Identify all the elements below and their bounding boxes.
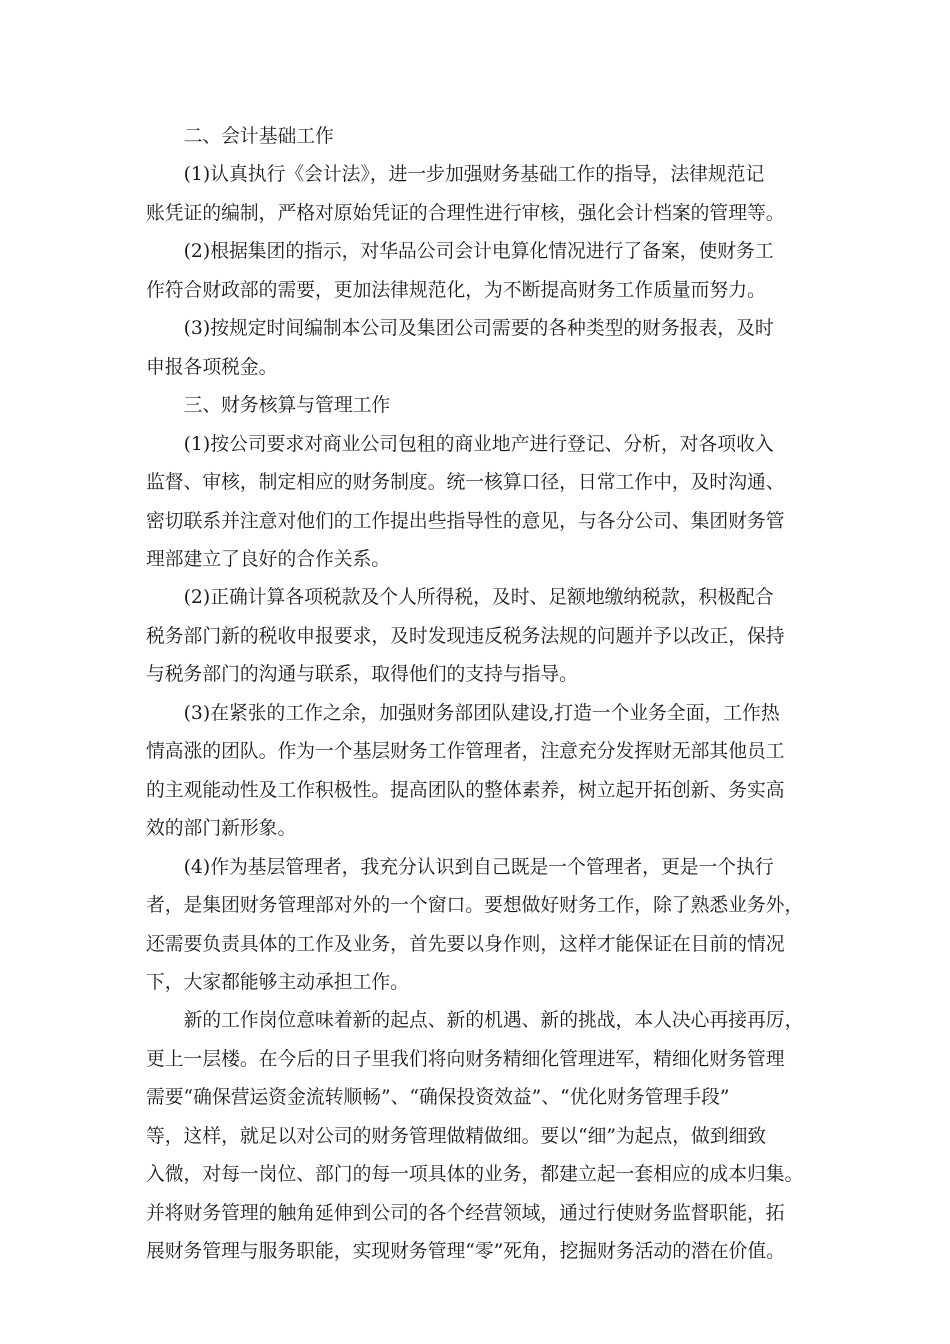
paragraph-line: 监督、审核，制定相应的财务制度。统一核算口径，日常工作中，及时沟通、 <box>146 472 785 494</box>
paragraph-line: (2)正确计算各项税款及个人所得税，及时、足额地缴纳税款，积极配合 <box>183 587 774 609</box>
paragraph-line: 与税务部门的沟通与联系，取得他们的支持与指导。 <box>146 664 578 686</box>
paragraph-6 <box>146 695 810 849</box>
paragraph-line: 密切联系并注意对他们的工作提出些指导性的意见，与各分公司、集团财务管 <box>146 510 785 532</box>
section-heading-accounting-basics: 二、会计基础工作 <box>183 126 334 147</box>
paragraph-line: 并将财务管理的触角延伸到公司的各个经营领域，通过行使财务监督职能，拓 <box>146 1202 785 1224</box>
paragraph-line: 需要“确保营运资金流转顺畅”、“确保投资效益”、“优化财务管理手段” <box>146 1087 730 1109</box>
paragraph-1 <box>146 156 810 233</box>
paragraph-8 <box>146 1002 810 1271</box>
paragraph-5 <box>146 579 810 694</box>
paragraph-line: (1)按公司要求对商业公司包租的商业地产进行登记、分析，对各项收入 <box>183 433 774 455</box>
paragraph-line: 账凭证的编制，严格对原始凭证的合理性进行审核，强化会计档案的管理等。 <box>146 202 785 224</box>
paragraph-line: 还需要负责具体的工作及业务，首先要以身作则，这样才能保证在目前的情况 <box>146 933 785 955</box>
paragraph-line: 的主观能动性及工作积极性。提高团队的整体素养，树立起开拓创新、务实高 <box>146 779 785 801</box>
paragraph-line: (1)认真执行《会计法》，进一步加强财务基础工作的指导，法律规范记 <box>183 164 765 186</box>
paragraph-2 <box>146 233 810 310</box>
paragraph-line: 者，是集团财务管理部对外的一个窗口。要想做好财务工作，除了熟悉业务外， <box>146 895 804 917</box>
paragraph-7 <box>146 849 810 1003</box>
paragraph-line: 税务部门新的税收申报要求，及时发现违反税务法规的问题并予以改正，保持 <box>146 625 785 647</box>
paragraph-line: 申报各项税金。 <box>146 356 278 378</box>
paragraph-line: (2)根据集团的指示，对华品公司会计电算化情况进行了备案，使财务工 <box>183 241 774 263</box>
paragraph-line: 新的工作岗位意味着新的起点、新的机遇、新的挑战，本人决心再接再厉， <box>183 1010 804 1032</box>
paragraph-4 <box>146 426 810 580</box>
paragraph-line: 展财务管理与服务职能，实现财务管理“零”死角，挖掘财务活动的潜在价值。 <box>146 1241 785 1263</box>
paragraph-line: 情高涨的团队。作为一个基层财务工作管理者，注意充分发挥财无部其他员工 <box>146 741 785 763</box>
paragraph-line: (3)按规定时间编制本公司及集团公司需要的各种类型的财务报表，及时 <box>183 318 774 340</box>
paragraph-line: 入微，对每一岗位、部门的每一项具体的业务，都建立起一套相应的成本归集。 <box>146 1164 804 1186</box>
paragraph-line: 下，大家都能够主动承担工作。 <box>146 971 409 993</box>
paragraph-3 <box>146 310 810 387</box>
paragraph-line: 作符合财政部的需要，更加法律规范化，为不断提高财务工作质量而努力。 <box>146 279 766 301</box>
paragraph-line: 等，这样，就足以对公司的财务管理做精做细。要以“细”为起点，做到细致 <box>146 1125 767 1147</box>
paragraph-line: (3)在紧张的工作之余，加强财务部团队建设,打造一个业务全面，工作热 <box>183 702 780 724</box>
paragraph-line: 效的部门新形象。 <box>146 818 297 840</box>
section-heading-financial-accounting: 三、财务核算与管理工作 <box>183 395 391 417</box>
paragraph-line: (4)作为基层管理者，我充分认识到自己既是一个管理者，更是一个执行 <box>183 856 774 878</box>
document-body <box>146 118 810 1272</box>
paragraph-line: 理部建立了良好的合作关系。 <box>146 548 391 570</box>
paragraph-line: 更上一层楼。在今后的日子里我们将向财务精细化管理进军，精细化财务管理 <box>146 1048 785 1070</box>
